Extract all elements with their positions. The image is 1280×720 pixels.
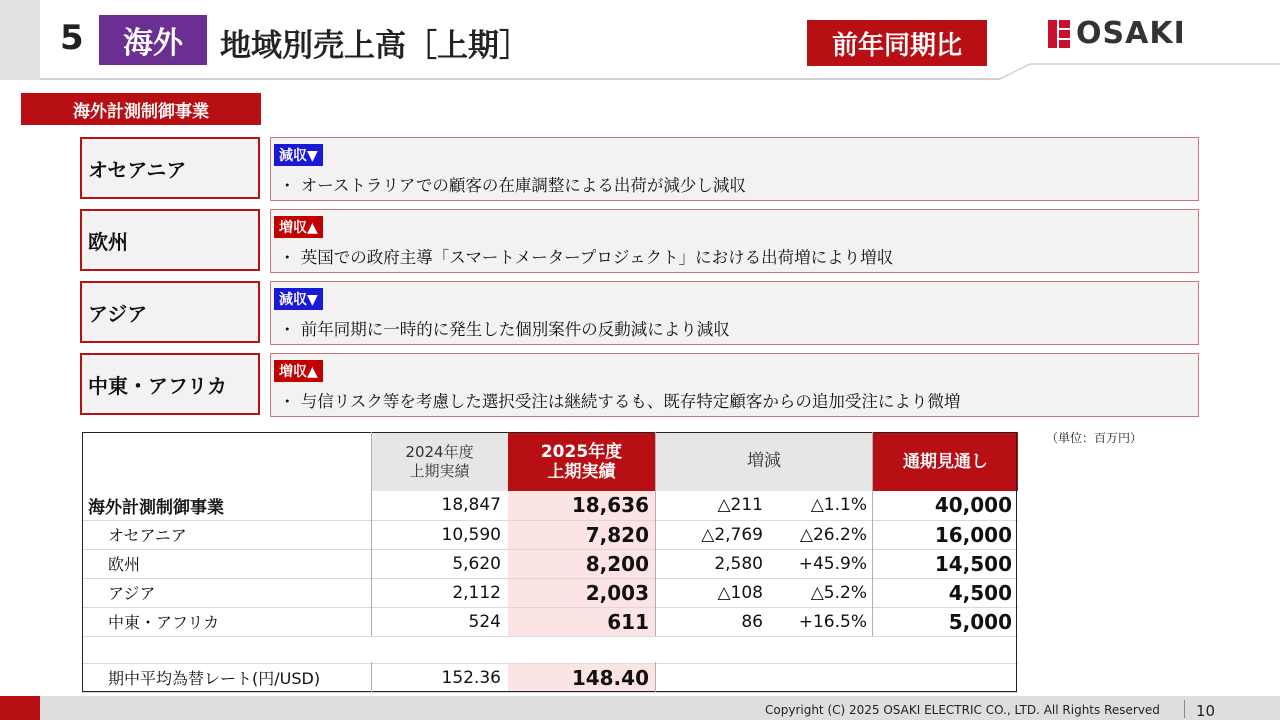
table-row-europe: [82, 549, 1018, 578]
row-name: 海外計測制御事業: [82, 491, 371, 520]
cell-change-pct: +45.9%: [765, 549, 873, 578]
footer-accent: [0, 696, 40, 720]
business-label: 海外計測制御事業: [21, 93, 261, 125]
cell-fy2025: 7,820: [508, 520, 655, 549]
cell-fy2024: 2,112: [371, 578, 508, 607]
cell-empty: [873, 663, 1018, 692]
cell-fy2024: 5,620: [371, 549, 508, 578]
region-comment: ・ 英国での政府主導「スマートメータープロジェクト」における出荷増により増収: [279, 248, 894, 267]
region-comment: ・ 与信リスク等を考慮した選択受注は継続するも、既存特定顧客からの追加受注により微増: [279, 392, 961, 411]
region-comment-box-mea: [270, 353, 1199, 417]
table-vline: [872, 432, 873, 636]
cell-change-abs: 2,580: [655, 549, 765, 578]
page-number: 10: [1196, 702, 1216, 720]
cell-forecast: 5,000: [873, 607, 1018, 636]
cell-fy2025: 2,003: [508, 578, 655, 607]
cell-forecast: 4,500: [873, 578, 1018, 607]
cell-forecast: 16,000: [873, 520, 1018, 549]
page-title: 地域別売上高［上期］: [220, 28, 530, 64]
cell-fy2025: 18,636: [508, 491, 655, 520]
row-name: 期中平均為替レート(円/USD): [82, 663, 371, 692]
copyright-text: Copyright (C) 2025 OSAKI ELECTRIC CO., LTD. All Rights Reserved: [765, 703, 1160, 717]
table-spacer-row: [82, 636, 1018, 663]
table-vline: [655, 432, 656, 636]
cell-fy2025: 8,200: [508, 549, 655, 578]
region-comment: ・ オーストラリアでの顧客の在庫調整による出荷が減少し減収: [279, 176, 746, 195]
cell-change-pct: △5.2%: [765, 578, 873, 607]
logo-mark-icon: [1048, 20, 1070, 48]
table-vline: [371, 432, 372, 636]
cell-change-pct: +16.5%: [765, 607, 873, 636]
yoy-badge: 前年同期比: [807, 20, 987, 66]
cell-fy2025: 611: [508, 607, 655, 636]
header-fy2025-line2: 上期実績: [547, 461, 616, 482]
cell-change-abs: △211: [655, 491, 765, 520]
cell-change-abs: 86: [655, 607, 765, 636]
footer-separator: [1184, 700, 1185, 718]
table-row-asia: [82, 578, 1018, 607]
cell-change-abs: △108: [655, 578, 765, 607]
section-number: 5: [60, 18, 84, 58]
region-comment-box-europe: [270, 209, 1199, 273]
region-label-asia: アジア: [80, 281, 260, 343]
table-vline: [371, 662, 372, 692]
region-comment-box-oceania: [270, 137, 1199, 201]
cell-forecast: 14,500: [873, 549, 1018, 578]
cell-fy2025: 148.40: [508, 663, 655, 692]
cell-forecast: 40,000: [873, 491, 1018, 520]
cell-fy2024: 152.36: [371, 663, 508, 692]
table-row-oceania: [82, 520, 1018, 549]
increase-badge: 増収▲: [274, 360, 323, 382]
table-vline: [655, 662, 656, 692]
logo-text: OSAKI: [1076, 16, 1186, 51]
header-fy2025: [508, 432, 655, 491]
region-label-mea: 中東・アフリカ: [80, 353, 260, 415]
row-name: 欧州: [82, 549, 371, 578]
header-blank-cell: [82, 432, 371, 491]
region-comment-box-asia: [270, 281, 1199, 345]
decrease-badge: 減収▼: [274, 144, 323, 166]
header-change: 増減: [655, 432, 873, 491]
row-name: アジア: [82, 578, 371, 607]
decrease-badge: 減収▼: [274, 288, 323, 310]
header-fy2024-line1: 2024年度: [405, 442, 474, 461]
table-row-mea: [82, 607, 1018, 636]
table-row-fx-rate: [82, 663, 1018, 692]
cell-change-pct: △1.1%: [765, 491, 873, 520]
cell-empty: [655, 663, 765, 692]
cell-empty: [765, 663, 873, 692]
table-row-total: [82, 491, 1018, 520]
row-name: オセアニア: [82, 520, 371, 549]
spacer-cell: [82, 636, 1018, 663]
table-header-row: [82, 432, 1018, 491]
sales-table: [82, 432, 1018, 693]
section-tag: 海外: [99, 15, 207, 65]
cell-fy2024: 524: [371, 607, 508, 636]
cell-change-pct: △26.2%: [765, 520, 873, 549]
row-name: 中東・アフリカ: [82, 607, 371, 636]
region-label-europe: 欧州: [80, 209, 260, 271]
header-forecast: 通期見通し: [873, 432, 1018, 491]
header-fy2024-line2: 上期実績: [409, 461, 470, 480]
unit-note: （単位：百万円）: [1046, 431, 1143, 445]
header-fy2025-line1: 2025年度: [540, 441, 623, 462]
company-logo: [1048, 16, 1186, 51]
cell-change-abs: △2,769: [655, 520, 765, 549]
cell-fy2024: 18,847: [371, 491, 508, 520]
region-comment: ・ 前年同期に一時的に発生した個別案件の反動減により減収: [279, 320, 730, 339]
increase-badge: 増収▲: [274, 216, 323, 238]
cell-fy2024: 10,590: [371, 520, 508, 549]
region-label-oceania: オセアニア: [80, 137, 260, 199]
header-fy2024: [371, 432, 508, 491]
